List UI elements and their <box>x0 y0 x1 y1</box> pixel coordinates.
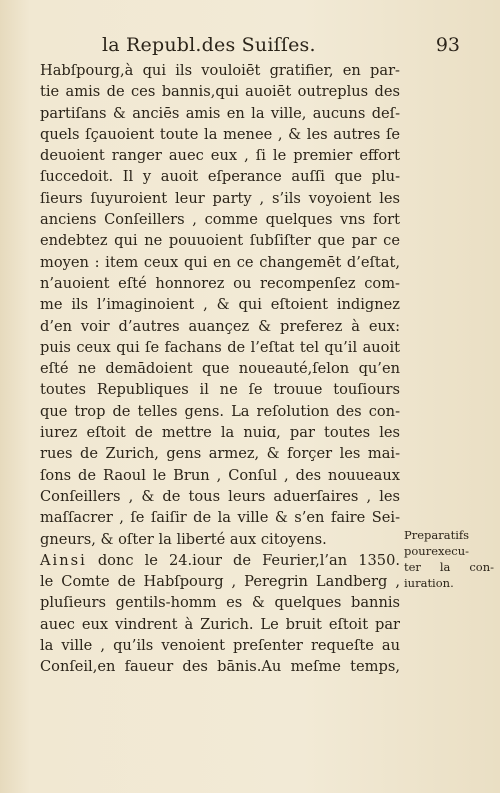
text-line: ſieurs ſuyuroient leur party , s’ils voyoient les <box>40 189 400 207</box>
paragraph-first-line-text: donc le 24.iour de Feurier,l’an 1350. <box>86 551 400 569</box>
margin-note-line: pourexecu- <box>404 544 470 558</box>
text-line: Habſpourg,à qui ils vouloiēt gratifier, en par- <box>40 62 400 79</box>
text-line: Conſeillers , & de tous leurs aduerſaires , les <box>40 487 400 505</box>
text-line: la ville , qu’ils venoient preſenter requeſte au <box>40 637 400 655</box>
running-title: la Republ.des Suiſſes. <box>102 34 316 56</box>
page-header <box>40 34 460 58</box>
page-number: 93 <box>435 34 460 56</box>
text-line: ſuccedoit. Il y auoit eſperance auſſi que plu- <box>40 168 400 186</box>
paragraph-first-line <box>40 550 400 571</box>
text-line: tie amis de ces bannis,qui auoiēt outreplus des <box>40 83 400 101</box>
text-line: me ils l’imaginoient , & qui eſtoient indignez <box>40 296 400 314</box>
text-line: Conſeil,en faueur des bānis.Au meſme temps, <box>40 658 400 676</box>
text-line: toutes Republiques il ne ſe trouue touſiours <box>40 381 400 399</box>
text-line: auec eux vindrent à Zurich. Le bruit eſtoit par <box>40 615 400 633</box>
text-line: d’en voir d’autres auançez & preferez à eux: <box>40 317 400 335</box>
body-text <box>40 60 400 678</box>
text-line: quels ſçauoient toute la menee , & les autres ſe <box>40 125 400 143</box>
margin-note-line: iuration. <box>404 576 454 590</box>
text-line: ſons de Raoul le Brun , Conſul , des nouueaux <box>40 466 400 484</box>
text-line: maſſacrer , ſe ſaiſir de la ville & s’en faire Sei- <box>40 509 400 527</box>
text-line: puis ceux qui ſe fachans de l’eſtat tel qu’il auoit <box>40 338 400 356</box>
text-line: rues de Zurich, gens armez, & forçer les mai- <box>40 445 400 463</box>
margin-note-line: ter la con- <box>404 560 494 574</box>
text-line: gneurs, & oſter la liberté aux citoyens. <box>40 530 327 548</box>
text-line: eſté ne demādoient que noueauté,ſelon qu’en <box>40 360 400 378</box>
margin-note-line: Preparatifs <box>404 528 470 542</box>
text-line: deuoient ranger auec eux , ſi le premier effort <box>40 147 400 165</box>
text-line: partiſans & anciēs amis en la ville, aucuns deſ- <box>40 104 400 122</box>
margin-note <box>404 527 494 591</box>
text-line: endebtez qui ne pouuoient ſubſiſter que par ce <box>40 232 400 250</box>
paragraph-initial-word: Ainsi <box>40 551 87 569</box>
text-line: pluſieurs gentils-homm es & quelques bannis <box>40 594 400 612</box>
text-line: que trop de telles gens. La reſolution des con- <box>40 402 400 420</box>
text-line: anciens Conſeillers , comme quelques vns fort <box>40 211 400 229</box>
text-line: le Comte de Habſpourg , Peregrin Landberg , <box>40 573 400 591</box>
text-line: iurez eſtoit de mettre la nuiɑ, par toutes les <box>40 424 400 442</box>
text-line: n’auoient eſté honnorez ou recompenſez com- <box>40 274 400 292</box>
text-line: moyen : item ceux qui en ce changemēt d’eſtat, <box>40 253 400 271</box>
